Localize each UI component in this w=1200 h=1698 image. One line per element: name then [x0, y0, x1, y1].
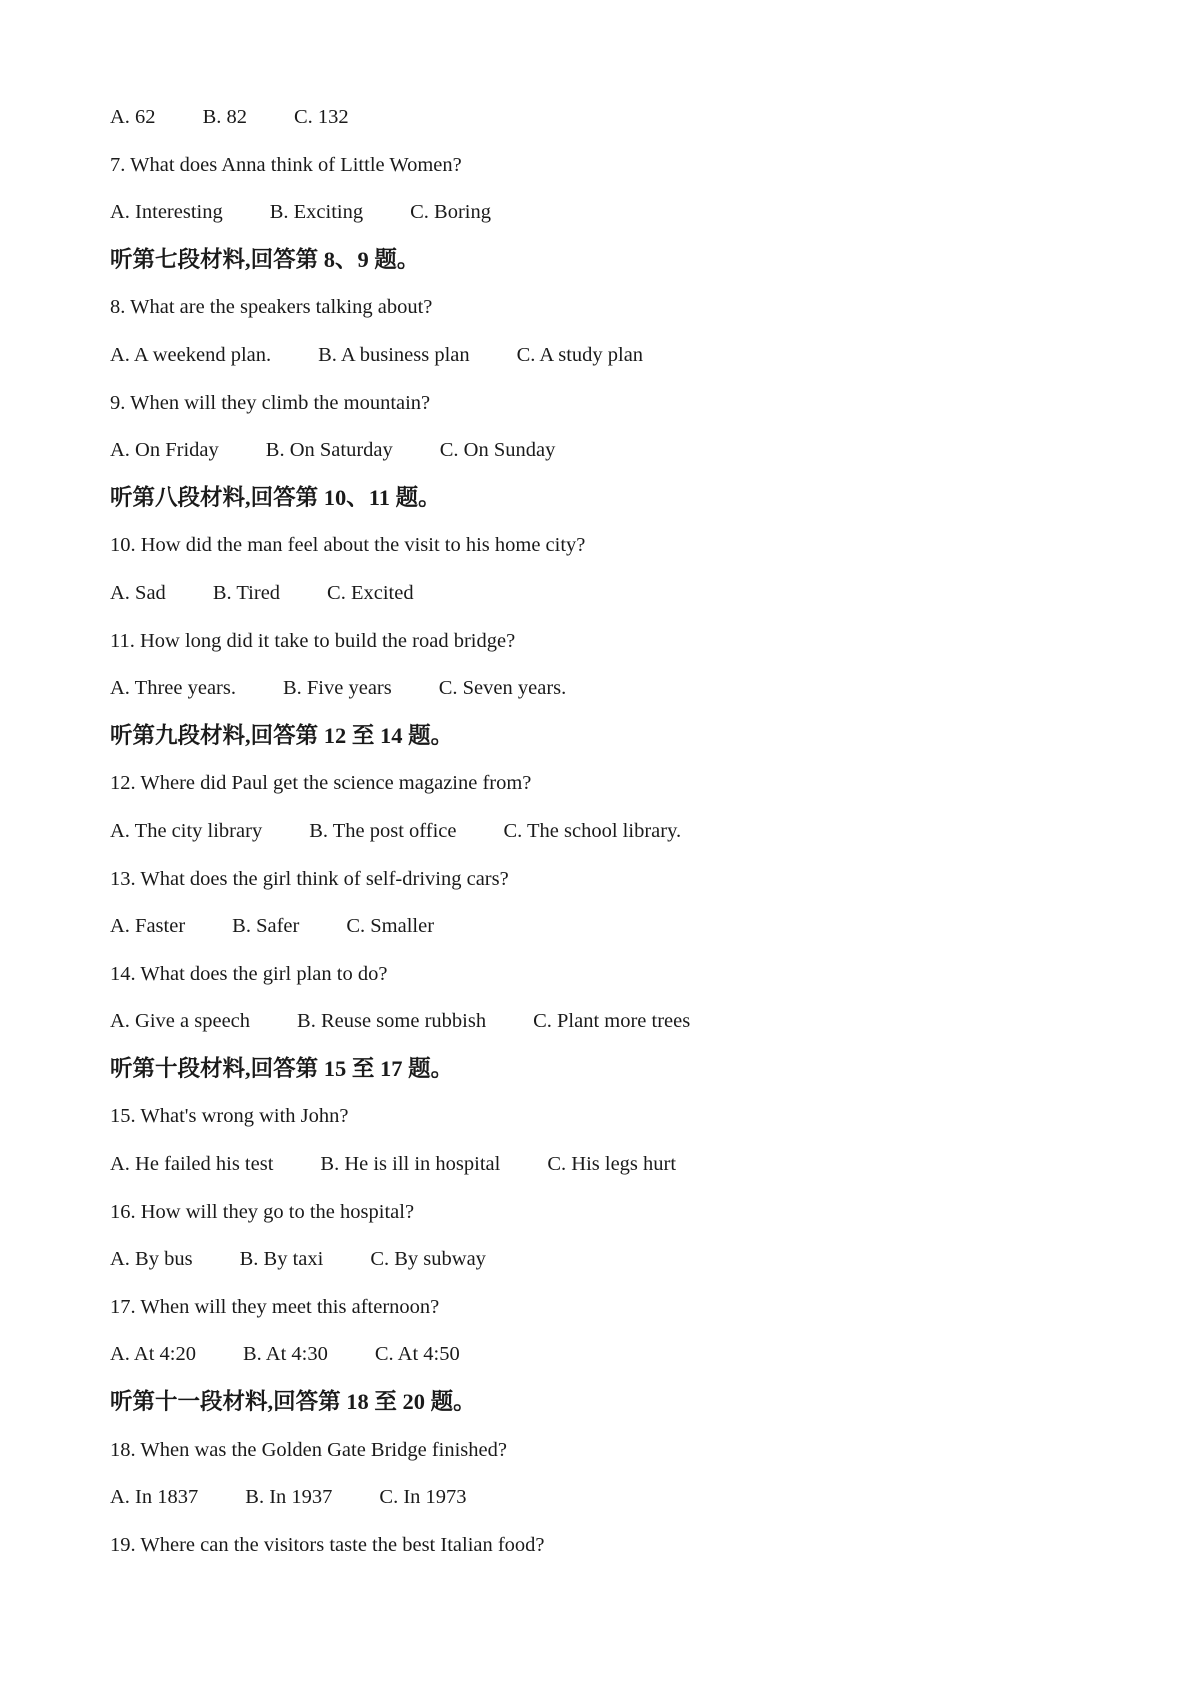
- answer-option-b: B. Five years: [282, 677, 392, 700]
- answer-option-c: C. In 1973: [379, 1486, 467, 1509]
- answer-option-c: C. By subway: [370, 1248, 486, 1271]
- answer-options: [110, 1004, 1110, 1052]
- answer-option-b: B. Exciting: [269, 201, 364, 224]
- answer-option-c: C. Plant more trees: [533, 1010, 691, 1033]
- answer-options: [110, 1480, 1110, 1528]
- answer-options: [110, 909, 1110, 957]
- answer-option-c: C. On Sunday: [439, 439, 556, 462]
- question-text: 10. How did the man feel about the visit to his home city?: [110, 534, 586, 557]
- answer-option-a: A. At 4:20: [110, 1343, 196, 1366]
- answer-option-a: A. Give a speech: [110, 1010, 251, 1033]
- question-text: 8. What are the speakers talking about?: [110, 296, 433, 319]
- answer-option-a: A. A weekend plan.: [110, 343, 272, 366]
- section-heading: 听第七段材料,回答第 8、9 题。: [110, 246, 420, 272]
- question-text: 18. When was the Golden Gate Bridge finished?: [110, 1438, 507, 1461]
- answer-option-b: B. By taxi: [239, 1248, 324, 1271]
- answer-option-a: A. Faster: [110, 915, 186, 938]
- answer-option-c: C. His legs hurt: [547, 1153, 677, 1176]
- section-heading: 听第十一段材料,回答第 18 至 20 题。: [110, 1389, 476, 1415]
- answer-options: [110, 671, 1110, 719]
- answer-option-c: C. 132: [294, 106, 349, 128]
- answer-options: [110, 1147, 1110, 1195]
- question-text: 14. What does the girl plan to do?: [110, 962, 388, 985]
- answer-options: [110, 576, 1110, 624]
- answer-option-b: B. 82: [202, 106, 247, 128]
- answer-option-a: A. By bus: [110, 1248, 193, 1271]
- answer-option-b: B. On Saturday: [265, 439, 393, 462]
- answer-option-b: B. Tired: [212, 581, 281, 604]
- answer-options: [110, 814, 1110, 862]
- answer-option-c: C. A study plan: [516, 343, 644, 366]
- answer-option-b: B. Reuse some rubbish: [297, 1010, 487, 1033]
- question-text: 13. What does the girl think of self-driving cars?: [110, 867, 509, 890]
- answer-option-a: A. He failed his test: [110, 1153, 274, 1176]
- answer-option-a: A. The city library: [110, 819, 263, 842]
- answer-option-a: A. Three years.: [110, 677, 236, 700]
- answer-option-c: C. The school library.: [503, 819, 682, 842]
- answer-option-b: B. Safer: [232, 915, 300, 938]
- section-heading: 听第八段材料,回答第 10、11 题。: [110, 484, 441, 510]
- question-text: 7. What does Anna think of Little Women?: [110, 153, 462, 176]
- answer-options: [110, 100, 1110, 148]
- exam-page: [110, 100, 1110, 1575]
- section-heading: 听第九段材料,回答第 12 至 14 题。: [110, 722, 454, 748]
- answer-option-b: B. The post office: [309, 819, 457, 842]
- question-text: 19. Where can the visitors taste the best Italian food?: [110, 1533, 545, 1556]
- answer-option-a: A. 62: [110, 106, 156, 128]
- answer-option-b: B. At 4:30: [243, 1343, 328, 1366]
- answer-options: [110, 1337, 1110, 1385]
- answer-options: [110, 433, 1110, 481]
- answer-options: [110, 338, 1110, 386]
- section-heading: 听第十段材料,回答第 15 至 17 题。: [110, 1055, 454, 1081]
- answer-options: [110, 1242, 1110, 1290]
- answer-option-a: A. Sad: [110, 581, 166, 604]
- answer-option-a: A. Interesting: [110, 201, 223, 224]
- question-text: 11. How long did it take to build the road bridge?: [110, 629, 516, 652]
- answer-option-c: C. Smaller: [346, 915, 435, 938]
- answer-option-a: A. In 1837: [110, 1486, 199, 1509]
- question-text: 12. Where did Paul get the science magazine from?: [110, 772, 532, 795]
- answer-option-c: C. Seven years.: [438, 677, 567, 700]
- question-text: 16. How will they go to the hospital?: [110, 1200, 415, 1223]
- question-text: 15. What's wrong with John?: [110, 1105, 349, 1128]
- answer-option-b: B. He is ill in hospital: [320, 1153, 501, 1176]
- answer-option-a: A. On Friday: [110, 439, 219, 462]
- answer-options: [110, 195, 1110, 243]
- question-text: 17. When will they meet this afternoon?: [110, 1295, 440, 1318]
- question-text: 9. When will they climb the mountain?: [110, 391, 431, 414]
- answer-option-b: B. In 1937: [245, 1486, 333, 1509]
- answer-option-c: C. Boring: [410, 201, 491, 224]
- answer-option-c: C. Excited: [327, 581, 414, 604]
- answer-option-c: C. At 4:50: [374, 1343, 460, 1366]
- answer-option-b: B. A business plan: [318, 343, 470, 366]
